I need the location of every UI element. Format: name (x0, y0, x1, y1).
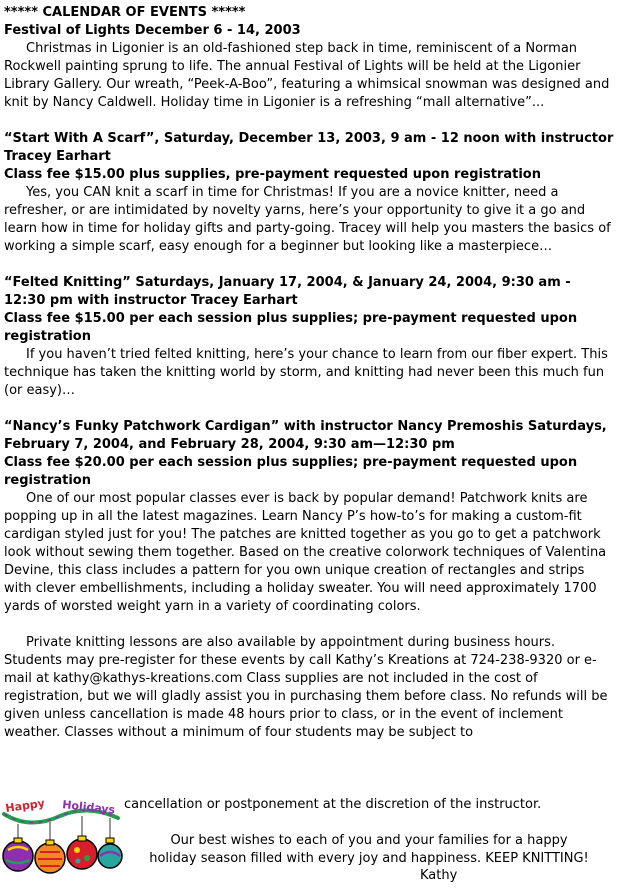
calendar-title: ***** CALENDAR OF EVENTS ***** (4, 5, 246, 20)
private-lessons-body: Private knitting lessons are also available by appointment during business hours. Students may pre-register for these events by call Kathy’s Kreations at 724-238-9320 or e-mail at kathy@kathys-kreations.com Class supplies are not included in the cost of registration, but we will gladly assist you in purchasing them before class. No refunds will be given unless cancellation is made 48 hours prior to class, or in the event of inclement weather. Classes without a minimum of four students may be subject to (4, 635, 608, 740)
svg-text:Holidays: Holidays (61, 798, 116, 817)
calendar-document (4, 4, 616, 742)
spacer (124, 814, 614, 832)
event-3-title: “Nancy’s Funky Patchwork Cardigan” with instructor Nancy Premoshis Saturdays, February 7, 2004, and February 28, 2004, 9:30 am—12:30 pm (4, 419, 607, 452)
event-2-body: If you haven’t tried felted knitting, here’s your chance to learn from our fiber expert. This technique has taken the knitting world by storm, and knitting had never been this much fun (or easy)… (4, 347, 608, 398)
svg-text:Happy: Happy (4, 796, 46, 815)
happy-holidays-ornament-icon (0, 796, 124, 886)
signature: Kathy (420, 868, 458, 883)
closing-line-1: Our best wishes to each of you and your families for a happy (170, 833, 568, 848)
event-3-fee: Class fee $20.00 per each session plus supplies; pre-payment requested upon registration (4, 455, 578, 488)
spacer (4, 256, 616, 274)
closing-line-2: holiday season filled with every joy and happiness. KEEP KNITTING! (149, 851, 589, 866)
spacer (4, 400, 616, 418)
event-1-body: Yes, you CAN knit a scarf in time for Christmas! If you are a novice knitter, need a refresher, or are intimidated by novelty yarns, here’s your opportunity to give it a go and learn how in time for holiday gifts and party-going. Tracey will help you masters the basics of working a simple scarf, easy enough for a beginner but looking like a masterpiece… (4, 185, 611, 254)
festival-heading: Festival of Lights December 6 - 14, 2003 (4, 23, 301, 38)
private-lessons-tail: cancellation or postponement at the discretion of the instructor. (124, 797, 542, 812)
event-1-fee: Class fee $15.00 plus supplies, pre-payment requested upon registration (4, 167, 541, 182)
event-2-title: “Felted Knitting” Saturdays, January 17, 2004, & January 24, 2004, 9:30 am - 12:30 pm with instructor Tracey Earhart (4, 275, 571, 308)
spacer (4, 112, 616, 130)
festival-body: Christmas in Ligonier is an old-fashioned step back in time, reminiscent of a Norman Rockwell painting sprung to life. The annual Festival of Lights will be held at the Ligonier Library Gallery. Our wreath, “Peek-A-Boo”, featuring a whimsical snowman was designed and knit by Nancy Caldwell. Holiday time in Ligonier is a refreshing “mall alternative”... (4, 41, 610, 110)
event-3-body: One of our most popular classes ever is back by popular demand! Patchwork knits are popping up in all the latest magazines. Learn Nancy P’s how-to’s for making a custom-fit cardigan styled just for you! The patches are knitted together as you go to get a patchwork look without sewing them together. Based on the creative colorwork techniques of Valentina Devine, this class includes a pattern for you own unique creation of rectangles and strips with clever embellishments, including a holiday sweater. You will need approximately 1700 yards of worsted weight yarn in a variety of coordinating colors. (4, 491, 607, 614)
event-2-fee: Class fee $15.00 per each session plus supplies; pre-payment requested upon registration (4, 311, 578, 344)
closing-block (124, 796, 614, 868)
event-1-title: “Start With A Scarf”, Saturday, December 13, 2003, 9 am - 12 noon with instructor Tracey Earhart (4, 131, 614, 164)
spacer (4, 616, 616, 634)
